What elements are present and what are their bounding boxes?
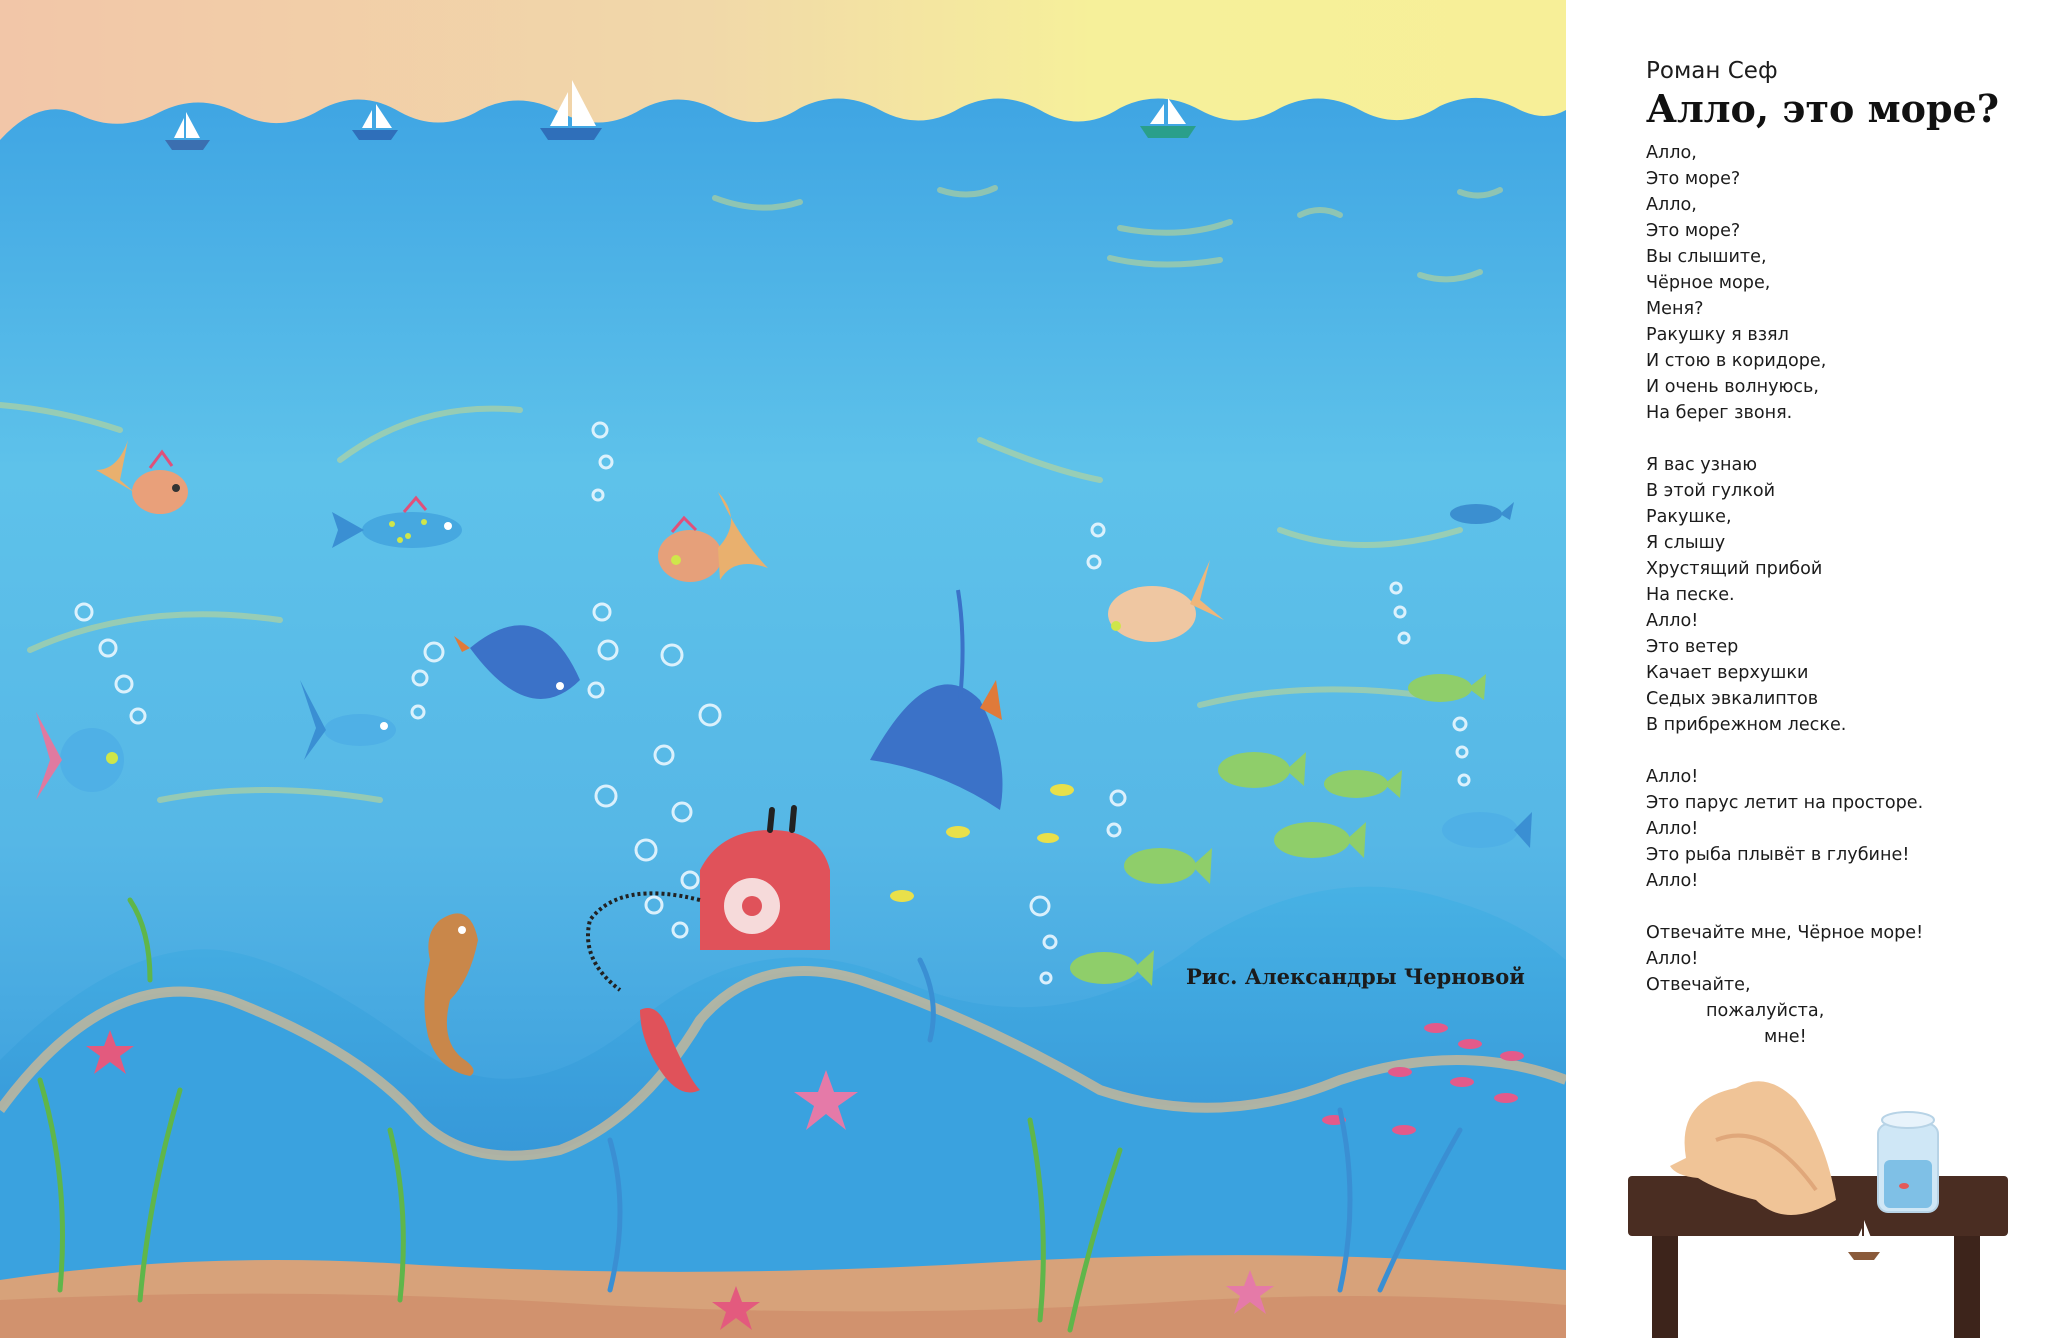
poem-line: Я слышу — [1646, 533, 1726, 553]
poem-line: На песке. — [1646, 585, 1735, 605]
poem-stanza-1 — [1646, 140, 1923, 426]
poem-line: Алло, — [1646, 143, 1697, 163]
poem-line: Чёрное море, — [1646, 273, 1771, 293]
poem-line: Это ветер — [1646, 637, 1739, 657]
toy-boat — [1848, 1252, 1880, 1260]
illustration-credit: Рис. Александры Черновой — [1186, 964, 1525, 989]
poem-line: Алло, — [1646, 195, 1697, 215]
poem-line: пожалуйста, — [1706, 1001, 1825, 1021]
poem-line: Это рыба плывёт в глубине! — [1646, 845, 1910, 865]
poem-line: И стою в коридоре, — [1646, 351, 1827, 371]
poem-line: Хрустящий прибой — [1646, 559, 1823, 579]
poem-line: Ракушке, — [1646, 507, 1732, 527]
poem-line: И очень волнуюсь, — [1646, 377, 1819, 397]
table-leg-right — [1954, 1236, 1980, 1338]
poem-line: Качает верхушки — [1646, 663, 1809, 683]
poem-line: мне! — [1764, 1027, 1807, 1047]
poem-stanza-3 — [1646, 764, 1923, 894]
poem-column — [1566, 0, 2048, 1338]
poem-author: Роман Сеф — [1646, 58, 1778, 84]
poem-line: Отвечайте, — [1646, 975, 1751, 995]
poem-line: Это море? — [1646, 169, 1741, 189]
poem-line: Это море? — [1646, 221, 1741, 241]
poem-stanza-2 — [1646, 452, 1923, 738]
poem-line: В прибрежном леске. — [1646, 715, 1847, 735]
poem-line: Алло! — [1646, 949, 1699, 969]
poem-line: Алло! — [1646, 819, 1699, 839]
poem-body — [1646, 140, 1923, 1076]
poem-line: Меня? — [1646, 299, 1704, 319]
poem-title: Алло, это море? — [1646, 86, 1999, 131]
poem-line: Вы слышите, — [1646, 247, 1767, 267]
poem-line: Это парус летит на просторе. — [1646, 793, 1924, 813]
poem-line: Ракушку я взял — [1646, 325, 1789, 345]
poem-line: В этой гулкой — [1646, 481, 1776, 501]
poem-line: Я вас узнаю — [1646, 455, 1758, 475]
poem-line: Алло! — [1646, 767, 1699, 787]
shell-on-table-illustration — [1566, 1000, 2048, 1338]
poem-line: На берег звоня. — [1646, 403, 1793, 423]
table-leg-left — [1652, 1236, 1678, 1338]
poem-line: Алло! — [1646, 871, 1699, 891]
poem-line: Алло! — [1646, 611, 1699, 631]
poem-line: Отвечайте мне, Чёрное море! — [1646, 923, 1924, 943]
poem-line: Седых эвкалиптов — [1646, 689, 1819, 709]
